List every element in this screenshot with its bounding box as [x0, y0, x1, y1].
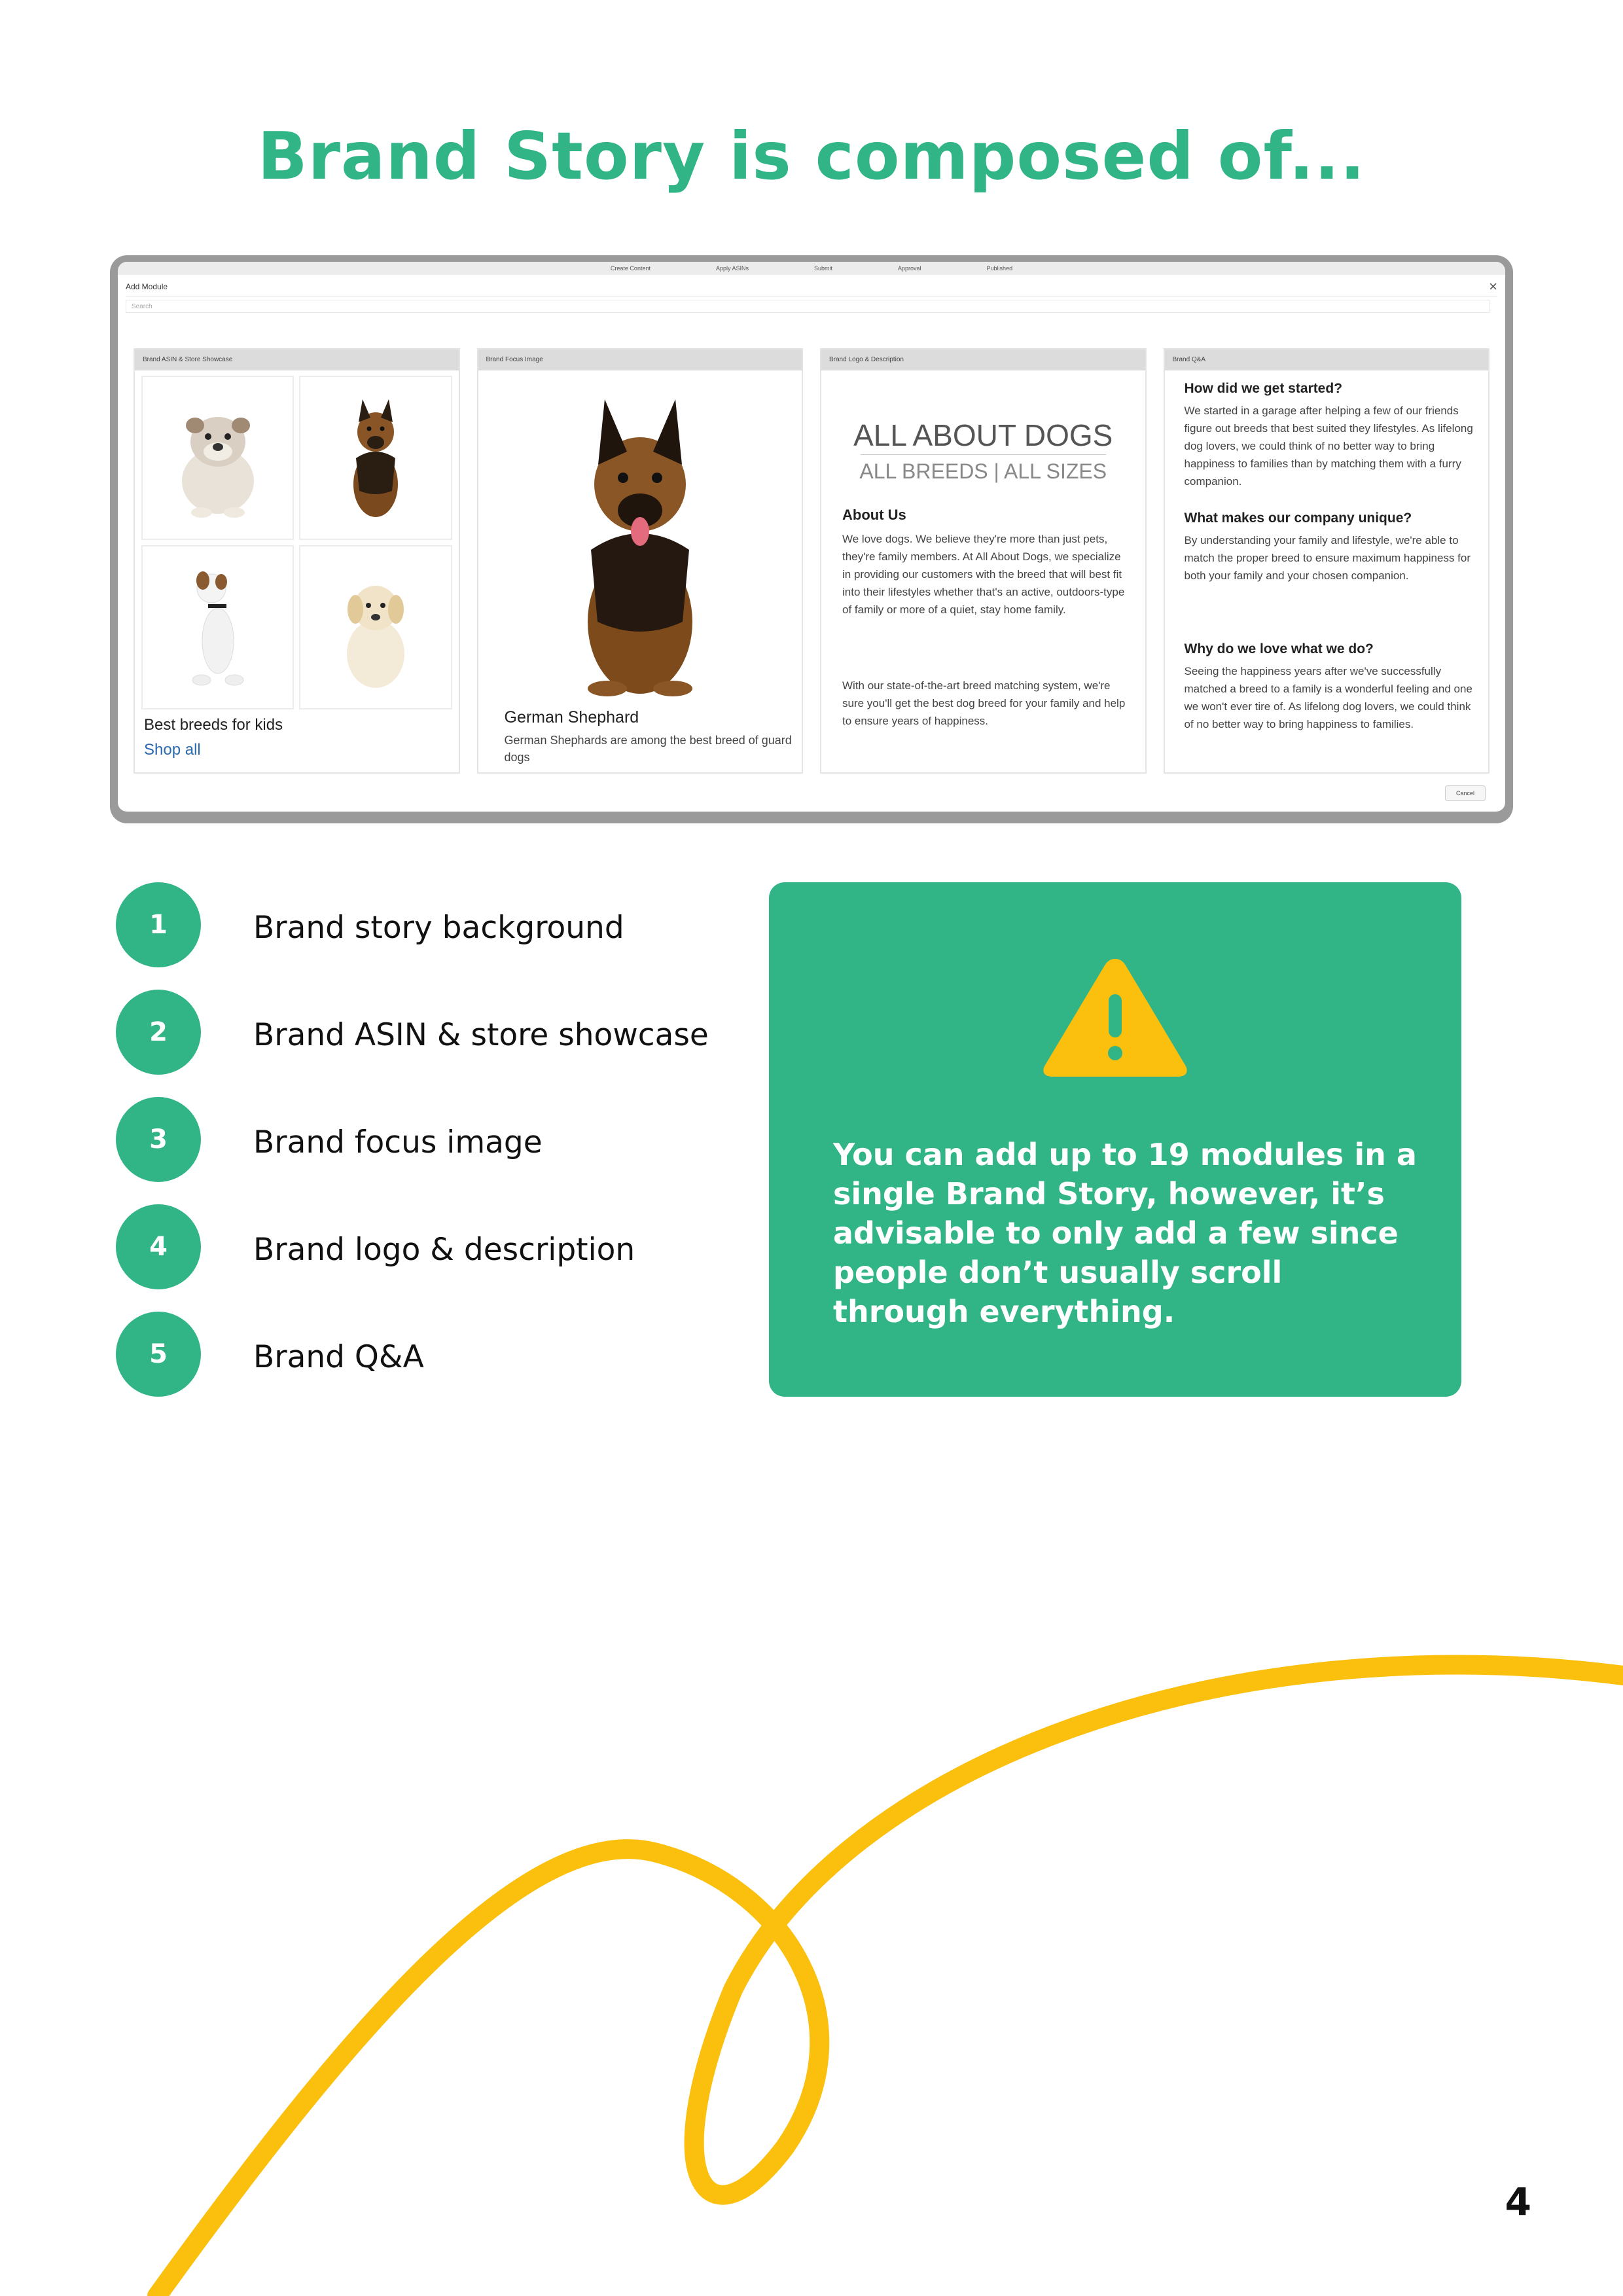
module-asin-showcase[interactable] [134, 348, 460, 774]
workflow-steps [118, 262, 1505, 275]
brand-story-screenshot [110, 255, 1513, 823]
list-item [116, 1312, 744, 1397]
golden-puppy-image [299, 545, 452, 709]
about-paragraph: We love dogs. We believe they're more than just pets, they're family members. At All About Dogs, we specialize in providing our customers with the breed that will best fit into their lifestyles whether that's an active, outdoors-type of family or more of a quiet, stay home family. [842, 533, 1125, 616]
list-item-label: Brand story background [253, 910, 624, 946]
decorative-swoosh [0, 1623, 1623, 2296]
jack-russell-image [141, 545, 294, 709]
search-input[interactable]: Search [126, 300, 1489, 313]
module-header: Brand ASIN & Store Showcase [135, 350, 459, 370]
bulldog-image [141, 376, 294, 540]
qa-answer: By understanding your family and lifestyle, we're able to match the proper breed to ensure maximum happiness for both your family and your chosen companion. [1184, 534, 1471, 582]
logo-divider [861, 454, 1106, 455]
qa-question: How did we get started? [1184, 381, 1343, 396]
step-create-content: Create Content [610, 265, 651, 272]
showcase-caption: Best breeds for kids [144, 716, 283, 734]
list-number-badge: 1 [116, 882, 201, 967]
info-callout [769, 882, 1461, 1397]
about-heading: About Us [842, 507, 906, 523]
step-approval: Approval [898, 265, 921, 272]
list-item-label: Brand focus image [253, 1124, 543, 1160]
list-item-label: Brand ASIN & store showcase [253, 1017, 709, 1053]
module-header: Brand Focus Image [478, 350, 802, 370]
modal-header [126, 278, 1497, 296]
list-number-badge: 2 [116, 990, 201, 1075]
brand-logo-title: ALL ABOUT DOGS [853, 418, 1113, 452]
list-item [116, 990, 744, 1075]
list-number-badge: 5 [116, 1312, 201, 1397]
list-item-label: Brand Q&A [253, 1339, 424, 1375]
list-number-badge: 4 [116, 1204, 201, 1289]
modal-title: Add Module [126, 282, 168, 291]
list-item [116, 1097, 744, 1182]
module-header: Brand Logo & Description [821, 350, 1145, 370]
qa-question: What makes our company unique? [1184, 511, 1412, 526]
step-submit: Submit [814, 265, 833, 272]
page-number: 4 [1505, 2179, 1531, 2224]
callout-text: You can add up to 19 modules in a single Brand Story, however, it’s advisable to only add a few since people don’t usually scroll through everything. [833, 1137, 1417, 1329]
list-number-badge: 3 [116, 1097, 201, 1182]
page-title: Brand Story is composed of... [257, 118, 1366, 194]
qa-answer: Seeing the happiness years after we've successfully matched a breed to a family is a wonderful feeling and one we won't ever tire of. As lifelong dog lovers, we could think of no better way to bring happiness to families. [1184, 665, 1472, 730]
step-apply-asins: Apply ASINs [715, 265, 749, 272]
step-published: Published [986, 265, 1013, 272]
cancel-button[interactable]: Cancel [1445, 785, 1486, 801]
qa-item [1185, 511, 1479, 584]
module-brand-qa[interactable] [1164, 348, 1490, 774]
module-logo-description[interactable] [820, 348, 1147, 774]
list-item [116, 882, 744, 967]
qa-item [1185, 641, 1479, 733]
focus-caption: German Shephard [504, 708, 639, 726]
focus-subcaption: German Shephards are among the best breed of guard dogs [504, 734, 792, 764]
qa-item [1185, 381, 1479, 490]
qa-question: Why do we love what we do? [1184, 641, 1374, 656]
module-header: Brand Q&A [1165, 350, 1489, 370]
warning-icon [1039, 951, 1191, 1082]
brand-logo-subtitle: ALL BREEDS | ALL SIZES [859, 459, 1107, 483]
module-focus-image[interactable] [477, 348, 804, 774]
close-icon[interactable]: × [1489, 278, 1497, 295]
list-item-label: Brand logo & description [253, 1232, 635, 1268]
german-shepherd-puppy-image [299, 376, 452, 540]
shop-all-link[interactable]: Shop all [144, 741, 201, 759]
list-item [116, 1204, 744, 1289]
german-shepherd-focus-image [491, 380, 789, 707]
about-paragraph: With our state-of-the-art breed matching system, we're sure you'll get the best dog breed for your family and help to ensure years of happiness. [842, 679, 1126, 727]
qa-answer: We started in a garage after helping a few of our friends figure out breeds that best suited they lifestyles. As lifelong dog lovers, we could think of no better way to bring happiness to families than by matching them with a furry companion. [1184, 404, 1473, 488]
